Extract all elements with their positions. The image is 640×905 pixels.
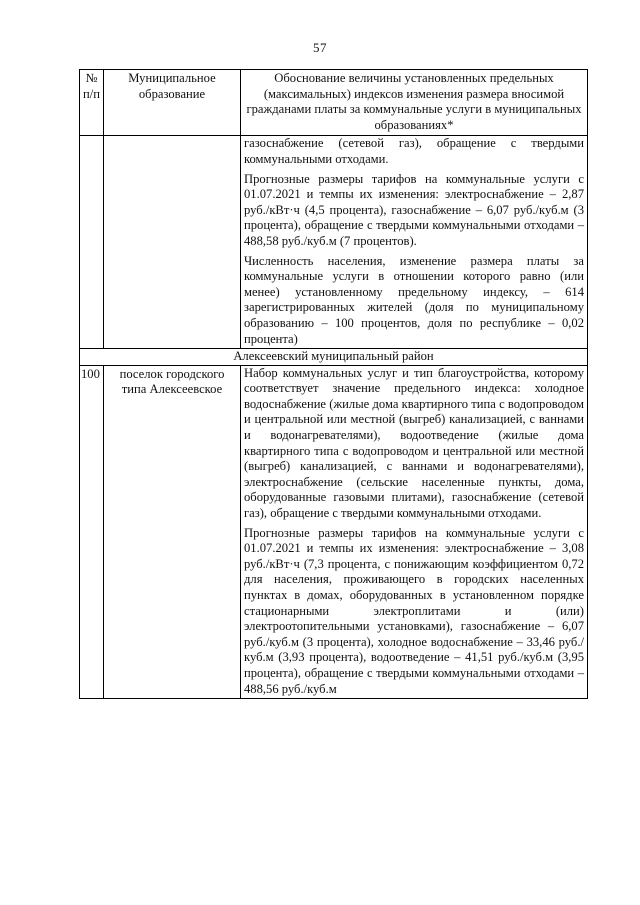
district-heading: Алексеевский муниципальный район (80, 349, 588, 366)
justification-paragraph: Численность населения, изменение размера платы за коммунальные услуги в отношении которого равно (или менее) установленному предельному индексу, – 614 зарегистрированных жителей (доля по муниципальному образованию – 100 процентов, доля по республике – 0,02 процента) (244, 253, 584, 346)
row-number-cell: 100 (80, 365, 104, 698)
header-municipality-cell: Муниципальное образование (104, 70, 241, 136)
justification-cell (241, 365, 588, 698)
justification-paragraph: Прогнозные размеры тарифов на коммунальные услуги с 01.07.2021 и темпы их изменения: электроснабжение – 3,08 руб./кВт·ч (7,3 процента, с понижающим коэффициентом 0,72 для населения, проживающего в городских населенных пунктах в домах, оборудованных в установленном порядке стационарными электроплитами и (или) электроотопительными установками), газоснабжение – 6,07 руб./куб.м (3 процента), холодное водоснабжение – 33,46 руб./куб.м (3,93 процента), водоотведение – 41,51 руб./куб.м (3,95 процента), обращение с твердыми коммунальными отходами – 488,56 руб./куб.м (244, 525, 584, 696)
table-header-row (80, 70, 588, 136)
municipality-cell-empty (104, 136, 241, 349)
tariff-index-table (79, 69, 588, 699)
municipality-cell: поселок городского типа Алексеевское (104, 365, 241, 698)
justification-paragraph: Набор коммунальных услуг и тип благоустройства, которому соответствует значение предельного индекса: холодное водоснабжение (жилые дома квартирного типа с водопроводом и центральной или местной (выгреб) канализацией, с ваннами и водонагревателями), водоотведение (жилые дома квартирного типа с водопроводом и центральной или местной (выгреб) канализацией, с ваннами и водонагревателями), электроснабжение (сельские населенные пункты, дома, оборудованные газовыми плитами), газоснабжение (сетевой газ), обращение с твердыми коммунальными отходами. (244, 365, 584, 521)
justification-paragraph: Прогнозные размеры тарифов на коммунальные услуги с 01.07.2021 и темпы их изменения: электроснабжение – 2,87 руб./кВт·ч (4,5 процента), газоснабжение – 6,07 руб./куб.м (3 процента), обращение с твердыми коммунальными отходами – 488,58 руб./куб.м (7 процентов). (244, 171, 584, 248)
header-number-cell: № п/п (80, 70, 104, 136)
page-number: 57 (313, 40, 327, 55)
table-row (80, 365, 588, 698)
table-row-continued (80, 136, 588, 349)
justification-paragraph: газоснабжение (сетевой газ), обращение с твердыми коммунальными отходами. (244, 136, 584, 166)
justification-cell (241, 136, 588, 349)
district-heading-row (80, 349, 588, 366)
header-justification-cell: Обоснование величины установленных предельных (максимальных) индексов изменения размера вносимой гражданами платы за коммунальные услуги в муниципальных образованиях* (241, 70, 588, 136)
row-number-cell-empty (80, 136, 104, 349)
